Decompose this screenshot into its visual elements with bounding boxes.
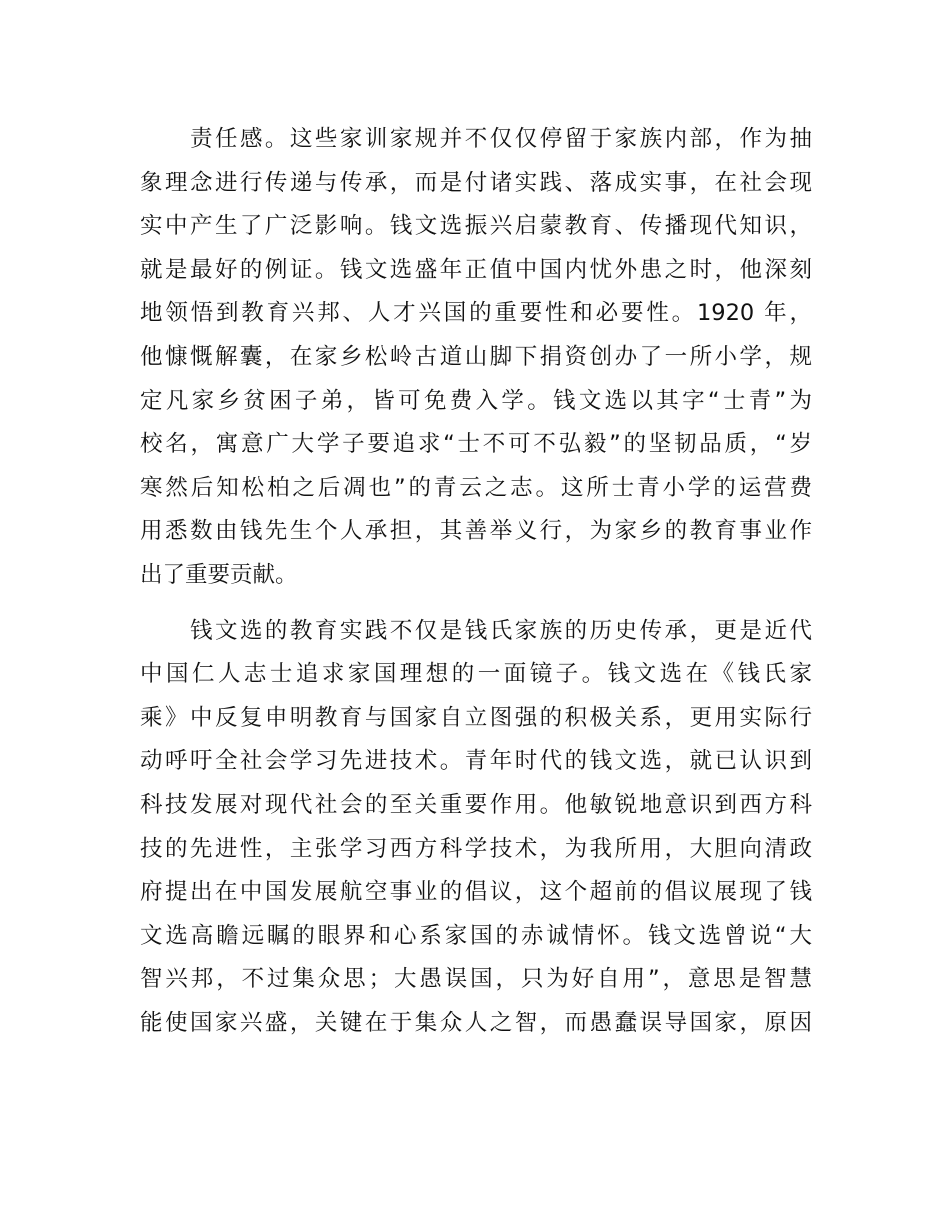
text-line: 能使国家兴盛，关键在于集众人之智，而愚蠢误导国家，原因 [140, 1009, 812, 1036]
text-line: 寒然后知松柏之后凋也”的青云之志。这所士青小学的运营费 [140, 474, 812, 501]
text-line: 技的先进性，主张学习西方科学技术，为我所用，大胆向清政 [140, 835, 812, 862]
text-line: 科技发展对现代社会的至关重要作用。他敏锐地意识到西方科 [140, 791, 812, 818]
text-line: 乘》中反复申明教育与国家自立图强的积极关系，更用实际行 [140, 704, 812, 731]
text-line: 责任感。这些家训家规并不仅仅停留于家族内部，作为抽 [190, 126, 812, 152]
text-line: 他慷慨解囊，在家乡松岭古道山脚下捐资创办了一所小学，规 [140, 343, 812, 370]
text-line: 用悉数由钱先生个人承担，其善举义行，为家乡的教育事业作 [140, 518, 812, 545]
text-line: 中国仁人志士追求家国理想的一面镜子。钱文选在《钱氏家 [140, 661, 812, 688]
paragraph-2 [140, 610, 812, 1046]
text-line: 文选高瞻远瞩的眼界和心系家国的赤诚情怀。钱文选曾说“大 [140, 922, 812, 949]
text-line: 定凡家乡贫困子弟，皆可免费入学。钱文选以其字“士青”为 [140, 387, 812, 414]
document-body [140, 118, 812, 1045]
text-line: 象理念进行传递与传承，而是付诸实践、落成实事，在社会现 [140, 169, 812, 196]
text-line: 校名，寓意广大学子要追求“士不可不弘毅”的坚韧品质，“岁 [140, 431, 812, 458]
text-line: 府提出在中国发展航空事业的倡议，这个超前的倡议展现了钱 [140, 879, 812, 906]
text-line: 智兴邦，不过集众思；大愚误国，只为好自用”，意思是智慧 [140, 966, 812, 993]
text-line: 就是最好的例证。钱文选盛年正值中国内忧外患之时，他深刻 [140, 256, 812, 283]
text-line: 地领悟到教育兴邦、人才兴国的重要性和必要性。1920 年， [140, 300, 812, 327]
paragraph-1 [140, 118, 812, 598]
text-line: 钱文选的教育实践不仅是钱氏家族的历史传承，更是近代 [190, 617, 812, 644]
text-line: 实中产生了广泛影响。钱文选振兴启蒙教育、传播现代知识， [140, 213, 812, 240]
paragraph-spacing [140, 598, 812, 610]
text-line: 动呼吁全社会学习先进技术。青年时代的钱文选，就已认识到 [140, 748, 812, 775]
text-line: 出了重要贡献。 [140, 561, 298, 588]
